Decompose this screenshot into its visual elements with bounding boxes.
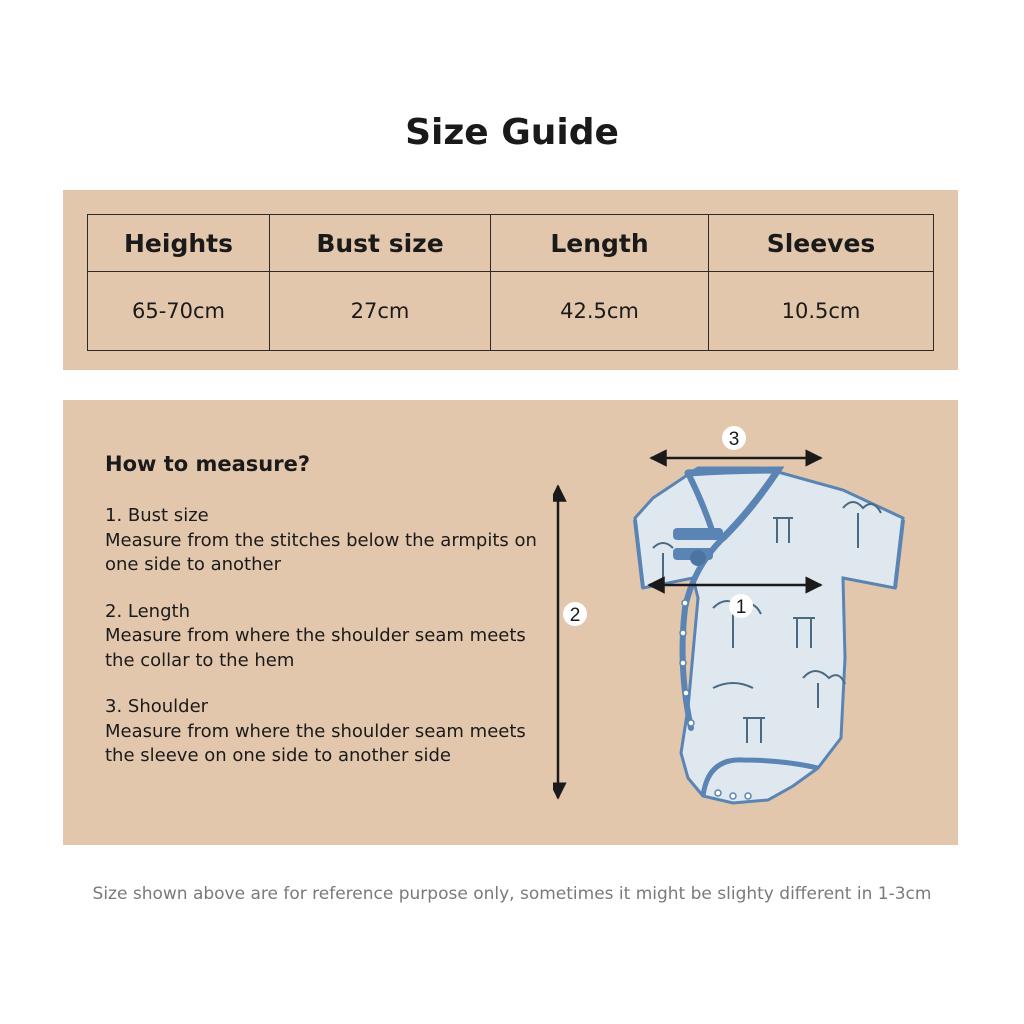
step-length bbox=[105, 600, 555, 674]
step-description: Measure from the stitches below the armpits on one side to another bbox=[105, 529, 537, 575]
marker-1 bbox=[729, 594, 753, 618]
cell-bust-size: 27cm bbox=[270, 272, 491, 351]
step-description: Measure from where the shoulder seam meets the collar to the hem bbox=[105, 625, 526, 671]
cell-sleeves: 10.5cm bbox=[709, 272, 934, 351]
marker-3-label: 3 bbox=[728, 429, 740, 450]
step-shoulder bbox=[105, 695, 555, 769]
marker-3 bbox=[722, 426, 746, 450]
page-title: Size Guide bbox=[405, 112, 619, 153]
bodysuit-diagram bbox=[553, 408, 953, 838]
baby-bodysuit-image bbox=[635, 468, 903, 803]
measure-instructions bbox=[105, 452, 555, 791]
footer-note: Size shown above are for reference purpose only, sometimes it might be slighty different in 1-3cm bbox=[92, 884, 932, 904]
cell-length: 42.5cm bbox=[491, 272, 709, 351]
header-sleeves: Sleeves bbox=[709, 215, 934, 272]
header-bust-size: Bust size bbox=[270, 215, 491, 272]
size-table bbox=[87, 214, 934, 351]
header-length: Length bbox=[491, 215, 709, 272]
step-title: 1. Bust size bbox=[105, 505, 209, 526]
header-heights: Heights bbox=[88, 215, 270, 272]
measure-heading: How to measure? bbox=[105, 452, 311, 476]
size-table-panel bbox=[63, 190, 958, 370]
cell-heights: 65-70cm bbox=[88, 272, 270, 351]
marker-2-label: 2 bbox=[569, 605, 581, 626]
step-title: 3. Shoulder bbox=[105, 696, 209, 717]
step-description: Measure from where the shoulder seam meets the sleeve on one side to another side bbox=[105, 720, 526, 766]
marker-1-label: 1 bbox=[735, 597, 747, 618]
table-header-row bbox=[88, 215, 934, 272]
step-title: 2. Length bbox=[105, 600, 190, 622]
marker-2 bbox=[563, 602, 587, 626]
how-to-measure-panel bbox=[63, 400, 958, 845]
step-bust-size bbox=[105, 504, 555, 578]
table-row bbox=[88, 272, 934, 351]
